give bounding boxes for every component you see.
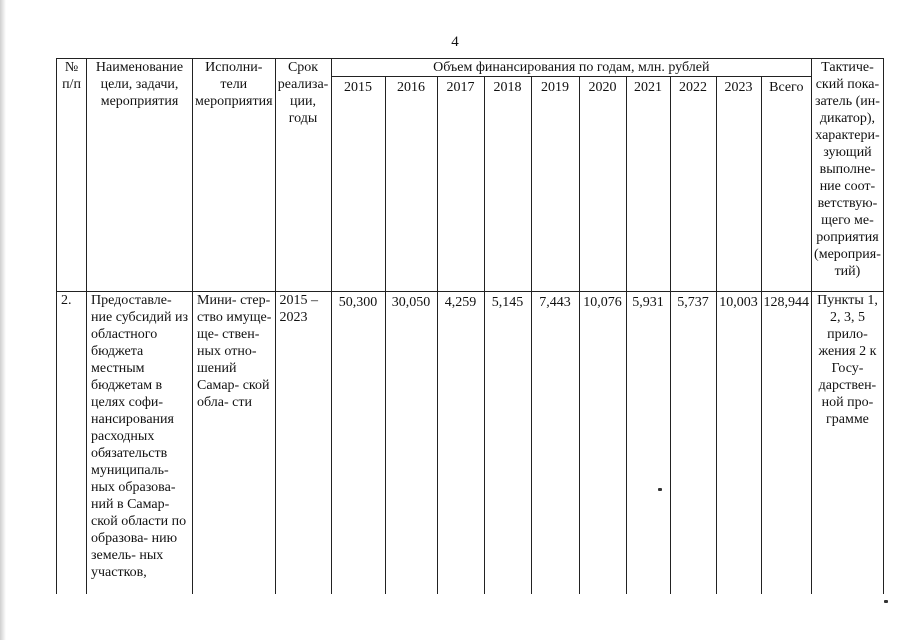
header-term: Срок реализа- ции, годы [275, 59, 331, 292]
header-year: 2019 [531, 77, 579, 292]
page-number: 4 [451, 34, 459, 50]
row-value: 5,931 [626, 292, 670, 595]
row-value: 10,003 [716, 292, 761, 595]
header-year: 2015 [331, 77, 385, 292]
header-executor: Исполни- тели мероприятия [193, 59, 276, 292]
row-value: 5,145 [484, 292, 531, 595]
header-total: Всего [761, 77, 812, 292]
table-row [57, 292, 884, 595]
row-indicator: Пункты 1, 2, 3, 5 прило- жения 2 к Госу- дарствен- ной про- грамме [812, 292, 884, 595]
row-value: 7,443 [531, 292, 579, 595]
scan-speck [884, 600, 888, 603]
header-year: 2016 [385, 77, 437, 292]
header-row-top [57, 59, 884, 77]
scan-speck [658, 488, 662, 491]
row-name: Предоставле- ние субсидий из областного бюджета местным бюджетам в целях софи- нансирования расходных обязательств муниципаль- ных образова- ний в Самар- ской области по образова- нию земель- ных участков, [87, 292, 193, 595]
row-term: 2015 – 2023 [275, 292, 331, 595]
header-year: 2018 [484, 77, 531, 292]
row-value: 5,737 [670, 292, 716, 595]
row-value: 30,050 [385, 292, 437, 595]
row-value: 50,300 [331, 292, 385, 595]
header-year: 2020 [579, 77, 626, 292]
header-year: 2022 [670, 77, 716, 292]
header-number: № п/п [57, 59, 87, 292]
row-total: 128,944 [761, 292, 812, 595]
header-year: 2023 [716, 77, 761, 292]
header-financing: Объем финансирования по годам, млн. рублей [331, 59, 812, 77]
header-indicator: Тактиче- ский пока- затель (ин- дикатор), характери- зующий выполне- ние соот- ветствую- щего ме- роприятия (мероприя- тий) [812, 59, 884, 292]
header-year: 2021 [626, 77, 670, 292]
row-number: 2. [57, 292, 87, 595]
row-value: 10,076 [579, 292, 626, 595]
financing-table [56, 58, 884, 594]
row-executor: Мини- стер- ство имуще- ще- ствен- ных отно- шений Самар- ской обла- сти [193, 292, 276, 595]
financing-table-container [56, 58, 884, 594]
header-year: 2017 [437, 77, 484, 292]
header-name: Наименование цели, задачи, мероприятия [87, 59, 193, 292]
scan-edge-shadow [0, 0, 6, 640]
row-value: 4,259 [437, 292, 484, 595]
